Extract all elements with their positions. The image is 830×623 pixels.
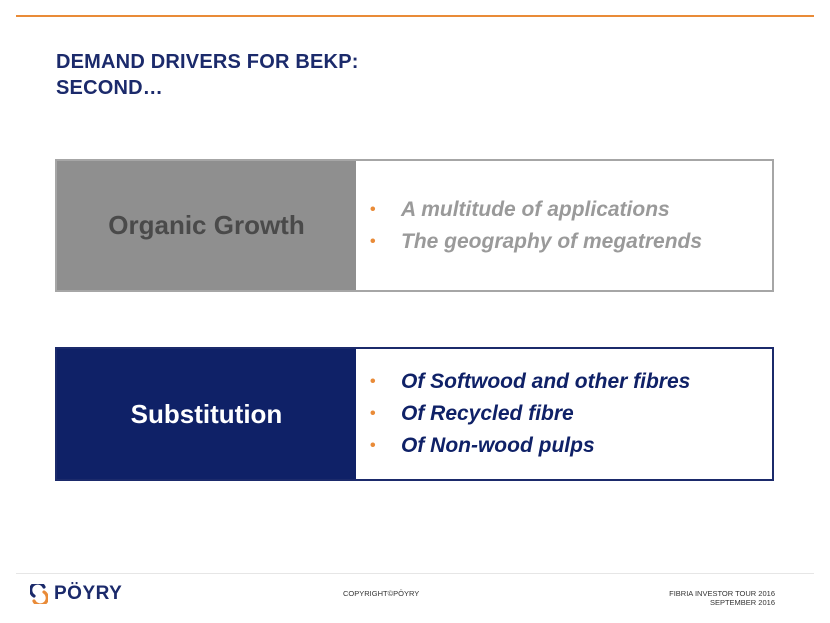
list-item-text: The geography of megatrends: [401, 229, 703, 253]
list-item: [370, 398, 772, 430]
copyright-text: COPYRIGHT©PÖYRY: [343, 589, 420, 598]
logo-text: PÖYRY: [54, 583, 123, 604]
title-line-2: SECOND…: [56, 77, 163, 99]
organic-growth-box: [55, 159, 774, 292]
list-item-text: A multitude of applications: [401, 197, 670, 221]
bullet-icon: •: [370, 373, 376, 390]
poyry-logo-icon: [30, 584, 48, 604]
footer-event-info: [669, 589, 775, 607]
substitution-label: Substitution: [57, 349, 356, 479]
list-item: [370, 226, 772, 258]
top-divider: [16, 15, 814, 17]
title-line-1: DEMAND DRIVERS FOR BEKP:: [56, 51, 359, 73]
bullet-icon: •: [370, 232, 376, 250]
slide-title: [56, 49, 359, 101]
list-item-text: Of Recycled fibre: [401, 402, 574, 425]
list-item-text: Of Non-wood pulps: [401, 434, 595, 457]
organic-growth-list: [356, 161, 772, 290]
organic-growth-label: Organic Growth: [57, 161, 356, 290]
poyry-logo: [30, 584, 122, 604]
list-item: [370, 194, 772, 226]
list-item-text: Of Softwood and other fibres: [401, 370, 691, 393]
event-name: FIBRIA INVESTOR TOUR 2016: [669, 589, 775, 598]
substitution-list: [356, 349, 772, 479]
bullet-icon: •: [370, 200, 376, 218]
substitution-box: [55, 347, 774, 481]
footer-divider: [16, 573, 814, 574]
list-item: [370, 430, 772, 462]
list-item: [370, 366, 772, 398]
bullet-icon: •: [370, 437, 376, 454]
bullet-icon: •: [370, 405, 376, 422]
event-date: SEPTEMBER 2016: [709, 598, 775, 607]
